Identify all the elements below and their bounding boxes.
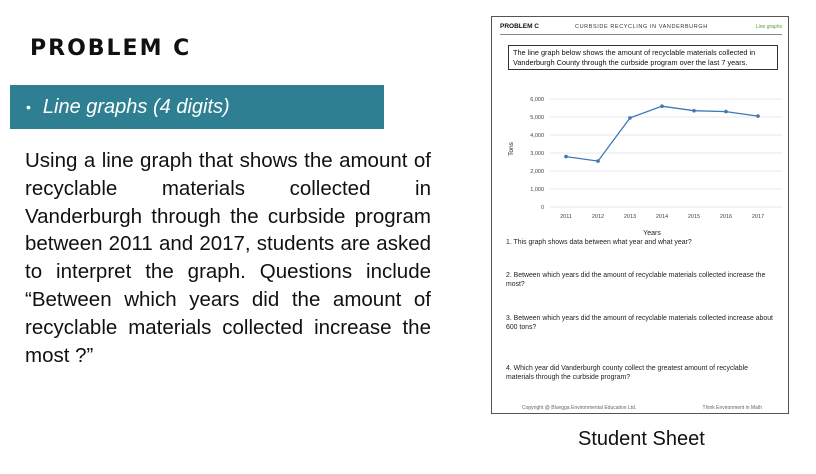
- data-point: [692, 109, 696, 113]
- x-tick-label: 2015: [687, 214, 701, 220]
- y-tick-label: 0: [540, 205, 544, 211]
- topic-banner: [10, 85, 384, 129]
- question-4: 4. Which year did Vanderburgh county collect the greatest amount of recyclable materials through the curbside program?: [506, 365, 748, 381]
- student-sheet-caption: Student Sheet: [578, 428, 705, 450]
- x-tick-label: 2014: [655, 214, 669, 220]
- question-1: 1. This graph shows data between what year and what year?: [506, 239, 692, 246]
- y-tick-label: 2,000: [530, 169, 544, 175]
- bullet-icon: •: [26, 99, 31, 115]
- banner-text: Line graphs (4 digits): [42, 95, 230, 118]
- y-axis-label: Tons: [508, 142, 515, 156]
- question-3: 3. Between which years did the amount of recyclable materials collected increase about 600 tons?: [506, 315, 773, 331]
- line-chart: [500, 91, 782, 255]
- y-tick-label: 5,000: [530, 115, 544, 121]
- data-point: [628, 116, 632, 120]
- x-axis-label: Years: [643, 230, 661, 237]
- footer-copyright: Copyright @ Bluegga Environmental Education Ltd.: [522, 405, 637, 411]
- x-tick-label: 2011: [560, 214, 572, 220]
- data-point: [564, 155, 568, 159]
- slide-title: PROBLEM C: [30, 36, 192, 61]
- question-2: 2. Between which years did the amount of recyclable materials collected increase the most?: [506, 272, 766, 288]
- x-tick-label: 2013: [623, 214, 637, 220]
- x-tick-label: 2017: [751, 214, 765, 220]
- sheet-footer: [522, 405, 762, 411]
- sheet-problem-label: PROBLEM C: [500, 23, 539, 30]
- series-layer: [564, 104, 760, 162]
- y-tick-label: 1,000: [530, 187, 544, 193]
- problem-description: Using a line graph that shows the amount of recyclable materials collected in Vanderburgh through the curbside program between 2011 and 2017, students are asked to interpret the graph. Questions include “Between which years did the amount of recyclable materials collected increase the most ?”: [25, 149, 431, 367]
- student-sheet: [491, 16, 789, 414]
- y-tick-label: 4,000: [530, 133, 544, 139]
- sheet-intro-box: The line graph below shows the amount of recyclable materials collected in Vanderburgh County through the curbside program over the last 7 years.: [508, 45, 778, 70]
- y-tick-labels: [530, 97, 544, 211]
- sheet-header-tag: Line graphs: [755, 24, 782, 30]
- x-tick-label: 2012: [591, 214, 605, 220]
- x-tick-label: 2016: [719, 214, 733, 220]
- sheet-header-divider: [500, 34, 782, 35]
- sheet-header-title: CURBSIDE RECYCLING IN VANDERBURGH: [575, 24, 708, 30]
- data-point: [724, 110, 728, 114]
- data-point: [660, 104, 664, 108]
- y-tick-label: 3,000: [530, 151, 544, 157]
- y-tick-label: 6,000: [530, 97, 544, 103]
- data-point: [756, 114, 760, 118]
- x-tick-labels: [560, 214, 764, 220]
- footer-tagline: Think Environment in Math: [702, 405, 762, 411]
- data-point: [596, 159, 600, 163]
